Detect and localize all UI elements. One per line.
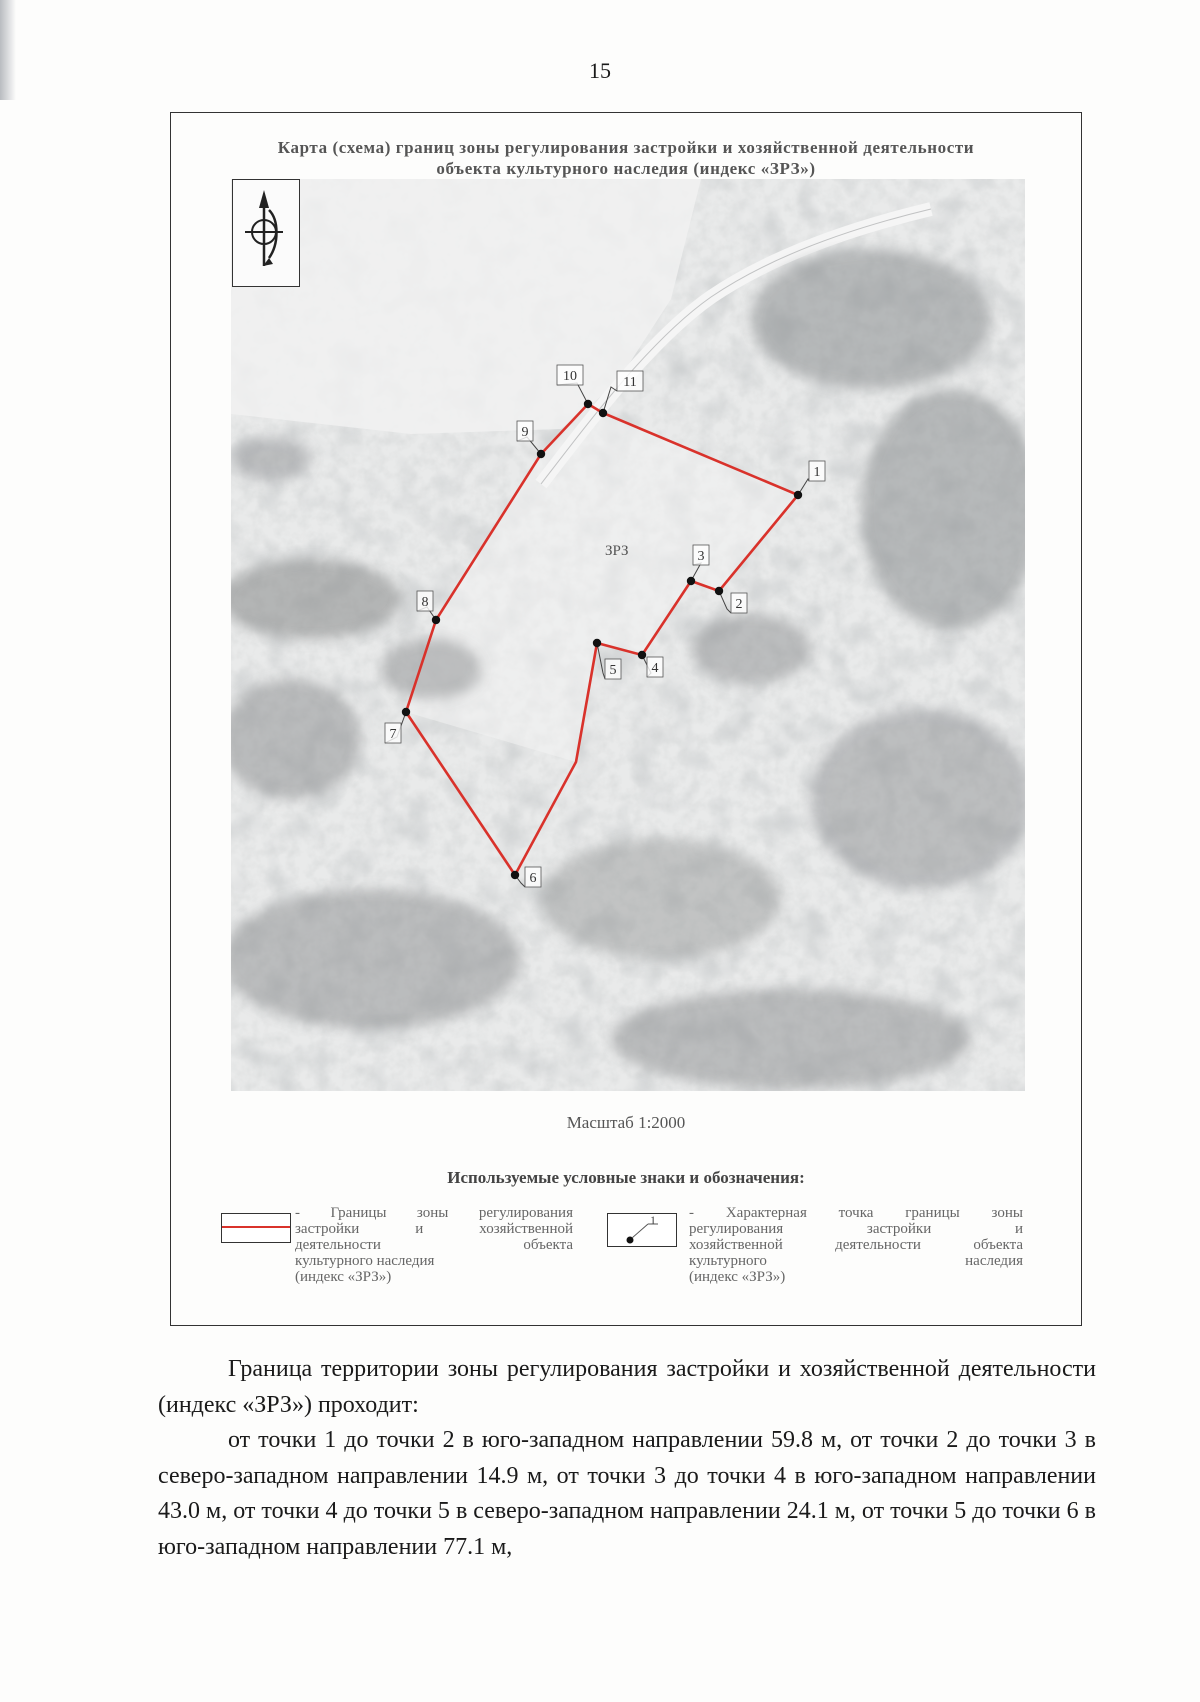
boundary-point-5 [593,639,601,647]
map-frame [170,112,1082,1326]
paragraph-1: Граница территории зоны регулирования застройки и хозяйственной деятельности (индекс «ЗРЗ») проходит: [158,1356,1096,1418]
point-label-10: 10 [563,369,577,384]
boundary-point-4 [638,651,646,659]
point-label-2: 2 [735,597,743,612]
zone-label: ЗРЗ [605,543,629,559]
map-title [171,137,1081,179]
legend-point-sample-label: 1 [650,1214,656,1227]
point-label-4: 4 [651,661,659,676]
point-label-1: 1 [813,465,821,480]
paragraph-2: от точки 1 до точки 2 в юго-западном направлении 59.8 м, от точки 2 до точки 3 в северо-западном направлении 14.9 м, от точки 3 до точки 4 в юго-западном направлении 43.0 м, от точки 4 до точки 5 в северо-западном направлении 24.1 м, от точки 5 до точки 6 в юго-западном направлении 77.1 м, [158,1427,1096,1560]
point-label-3: 3 [697,549,705,564]
north-arrow-icon [232,179,300,287]
boundary-point-8 [432,616,440,624]
page-number: 15 [589,58,611,83]
body-text [158,1352,1096,1565]
map-title-line-1: Карта (схема) границ зоны регулирования застройки и хозяйственной деятельности [277,138,975,157]
boundary-point-6 [511,871,519,879]
boundary-point-3 [687,577,695,585]
boundary-point-10 [584,400,592,408]
legend-boundary-description: - Границы зоны регулирования застройки и хозяйственной деятельности объекта культурного наследия (индекс «ЗРЗ») [295,1205,573,1285]
legend-boundary-swatch [221,1213,291,1243]
point-label-6: 6 [529,871,537,886]
boundary-point-9 [537,450,545,458]
boundary-point-7 [402,708,410,716]
point-label-11: 11 [623,375,637,390]
point-label-9: 9 [521,425,529,440]
scan-edge-shadow [0,0,16,100]
boundary-point-1 [794,491,802,499]
boundary-point-11 [599,409,607,417]
legend-point-description: - Характерная точка границы зоны регулирования застройки и хозяйственной деятельности объекта культурного наследия (индекс «ЗРЗ») [689,1205,1023,1285]
map-scale: Масштаб 1:2000 [566,1113,686,1132]
point-label-8: 8 [421,595,429,610]
point-label-7: 7 [389,727,397,742]
boundary-point-2 [715,587,723,595]
map-svg [231,179,1025,1091]
legend-title: Используемые условные знаки и обозначения: [447,1168,805,1187]
aerial-map [231,179,1025,1091]
point-label-5: 5 [609,663,617,678]
map-title-line-2: объекта культурного наследия (индекс «ЗРЗ») [436,159,816,178]
legend-point-swatch [607,1213,677,1247]
